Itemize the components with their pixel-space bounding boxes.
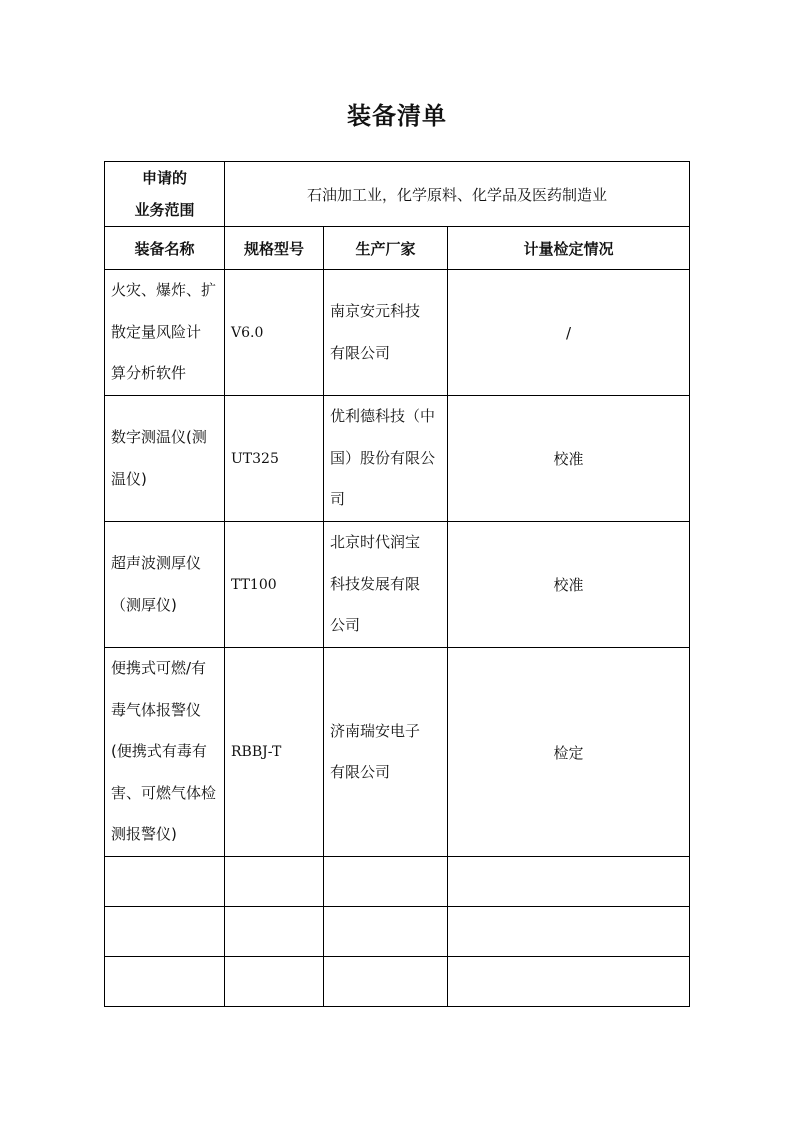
table-row xyxy=(105,396,690,522)
equipment-manufacturer: 济南瑞安电子 有限公司 xyxy=(324,648,448,857)
equipment-manufacturer xyxy=(324,907,448,957)
header-equipment-name: 装备名称 xyxy=(105,227,225,270)
equipment-model: V6.0 xyxy=(225,270,324,396)
scope-value: 石油加工业，化学原料、化学品及医药制造业 xyxy=(225,162,690,227)
equipment-name: 火灾、爆炸、扩 散定量风险计 算分析软件 xyxy=(105,270,225,396)
equipment-manufacturer: 优利德科技（中 国）股份有限公 司 xyxy=(324,396,448,522)
equipment-manufacturer: 北京时代润宝 科技发展有限 公司 xyxy=(324,522,448,648)
equipment-model: RBBJ-T xyxy=(225,648,324,857)
table-row xyxy=(105,270,690,396)
equipment-model xyxy=(225,857,324,907)
equipment-name: 超声波测厚仪 （测厚仪) xyxy=(105,522,225,648)
table-row-empty xyxy=(105,957,690,1007)
calibration-status: 校准 xyxy=(448,522,690,648)
equipment-name: 数字测温仪(测 温仪) xyxy=(105,396,225,522)
equipment-manufacturer: 南京安元科技 有限公司 xyxy=(324,270,448,396)
header-row xyxy=(105,227,690,270)
table-row-empty xyxy=(105,857,690,907)
equipment-model xyxy=(225,907,324,957)
scope-row xyxy=(105,162,690,227)
table-row xyxy=(105,648,690,857)
equipment-name xyxy=(105,957,225,1007)
calibration-status xyxy=(448,957,690,1007)
scope-label: 申请的 业务范围 xyxy=(105,162,225,227)
header-manufacturer: 生产厂家 xyxy=(324,227,448,270)
calibration-status xyxy=(448,907,690,957)
equipment-model: UT325 xyxy=(225,396,324,522)
table-row xyxy=(105,522,690,648)
calibration-status: 检定 xyxy=(448,648,690,857)
equipment-name xyxy=(105,907,225,957)
calibration-status: 校准 xyxy=(448,396,690,522)
header-model: 规格型号 xyxy=(225,227,324,270)
equipment-model: TT100 xyxy=(225,522,324,648)
calibration-status xyxy=(448,857,690,907)
equipment-name xyxy=(105,857,225,907)
equipment-name: 便携式可燃/有 毒气体报警仪 (便携式有毒有 害、可燃气体检 测报警仪) xyxy=(105,648,225,857)
equipment-manufacturer xyxy=(324,957,448,1007)
equipment-model xyxy=(225,957,324,1007)
document-title: 装备清单 xyxy=(347,101,447,130)
calibration-status: / xyxy=(448,270,690,396)
table-row-empty xyxy=(105,907,690,957)
header-calibration: 计量检定情况 xyxy=(448,227,690,270)
equipment-manufacturer xyxy=(324,857,448,907)
equipment-table xyxy=(104,161,690,1007)
